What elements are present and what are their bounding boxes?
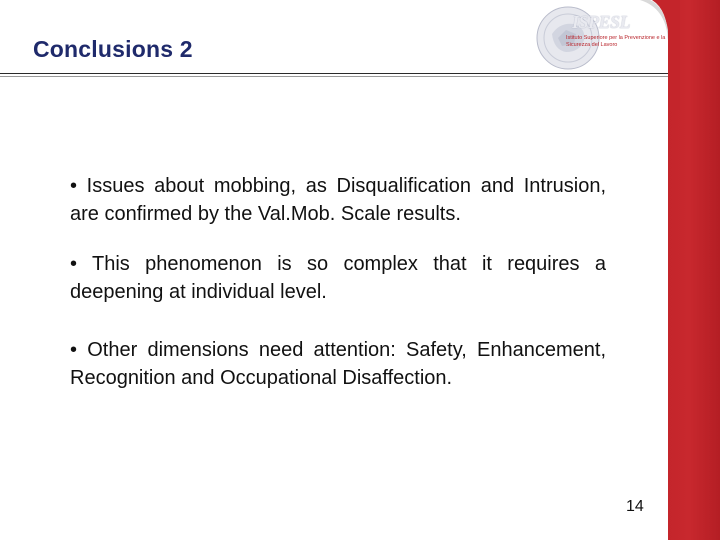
logo-wordmark: ISPESL <box>572 12 631 32</box>
header-divider <box>0 73 668 74</box>
page-number: 14 <box>626 498 644 515</box>
header-divider-secondary <box>0 76 668 77</box>
logo-subtitle: Istituto Superiore per la Prevenzione e la Sicurezza del Lavoro <box>566 35 666 48</box>
bullet-list <box>70 172 606 414</box>
bullet-item-3: • Other dimensions need attention: Safety, Enhancement, Recognition and Occupational Disaffection. <box>70 339 606 389</box>
slide-title: Conclusions 2 <box>33 36 193 62</box>
bullet-item-2: • This phenomenon is so complex that it requires a deepening at individual level. <box>70 253 606 303</box>
bullet-item-1: • Issues about mobbing, as Disqualification and Intrusion, are confirmed by the Val.Mob. Scale results. <box>70 175 606 225</box>
